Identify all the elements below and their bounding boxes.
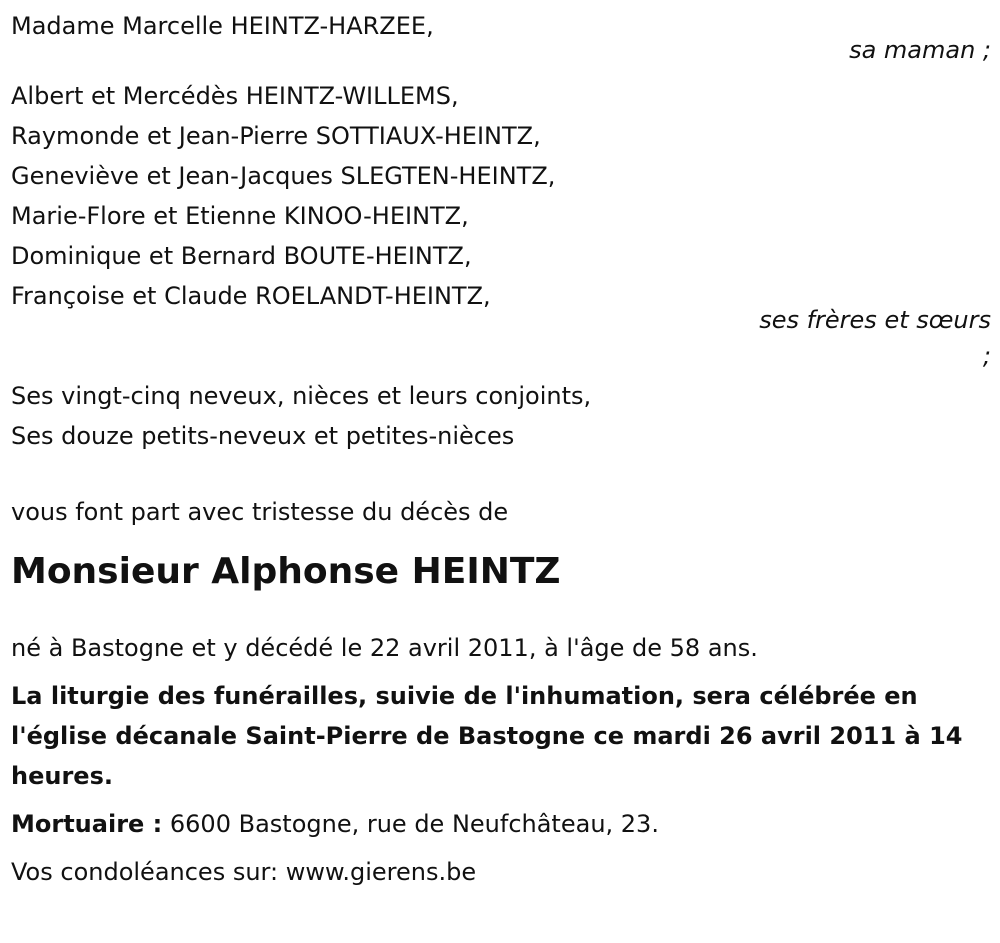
- sibling-line: Albert et Mercédès HEINTZ-WILLEMS,: [11, 82, 459, 110]
- siblings-list: [11, 76, 991, 316]
- mortuary-address: 6600 Bastogne, rue de Neufchâteau, 23.: [162, 810, 659, 838]
- sibling-line: Raymonde et Jean-Pierre SOTTIAUX-HEINTZ,: [11, 122, 541, 150]
- condolences-text: Vos condoléances sur: www.gierens.be: [11, 858, 477, 886]
- siblings-relation: ses frères et sœurs: [759, 306, 991, 334]
- deceased-name: Monsieur Alphonse HEINTZ: [11, 551, 561, 592]
- sibling-line: Marie-Flore et Etienne KINOO-HEINTZ,: [11, 202, 469, 230]
- sibling-line: Françoise et Claude ROELANDT-HEINTZ,: [11, 282, 491, 310]
- sibling-line: Geneviève et Jean-Jacques SLEGTEN-HEINTZ,: [11, 162, 556, 190]
- mother-relation: sa maman ;: [849, 36, 991, 64]
- mortuary-label: Mortuaire :: [11, 810, 163, 838]
- sibling-line: Dominique et Bernard BOUTE-HEINTZ,: [11, 242, 472, 270]
- funeral-details: La liturgie des funérailles, suivie de l'inhumation, sera célébrée en l'église décanale Saint-Pierre de Bastogne ce mardi 26 avril 2011 à 14 heures.: [11, 682, 963, 790]
- announcement-text: vous font part avec tristesse du décès de: [11, 498, 509, 526]
- mother-name: Madame Marcelle HEINTZ-HARZEE,: [11, 12, 434, 40]
- siblings-relation-punctuation: ;: [982, 342, 991, 370]
- obituary-document: [11, 6, 991, 892]
- deceased-details: né à Bastogne et y décédé le 22 avril 2011, à l'âge de 58 ans.: [11, 634, 758, 662]
- nephews-line: Ses vingt-cinq neveux, nièces et leurs conjoints,: [11, 382, 592, 410]
- grandnephews-line: Ses douze petits-neveux et petites-nièces: [11, 422, 515, 450]
- mortuary-line: [11, 804, 991, 844]
